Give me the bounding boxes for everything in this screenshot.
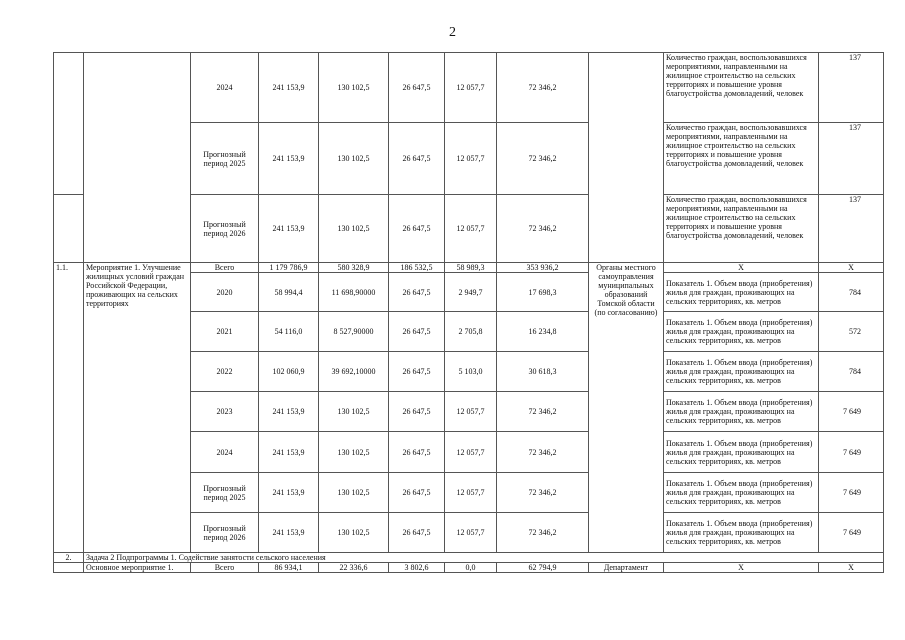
federal-cell: 130 102,5 [319, 123, 389, 195]
federal-cell: 130 102,5 [319, 473, 389, 513]
indicator-cell: Показатель 1. Объем ввода (приобретения) жилья для граждан, проживающих на сельских территориях, кв. метров [664, 273, 819, 312]
measure-name: Основное мероприятие 1. [84, 563, 191, 573]
local-cell: 12 057,7 [445, 53, 497, 123]
value-cell: 784 [819, 273, 884, 312]
indicator-cell: Х [664, 563, 819, 573]
total-cell: 241 153,9 [259, 432, 319, 473]
indicator-cell: Х [664, 263, 819, 273]
local-cell: 58 989,3 [445, 263, 497, 273]
value-cell: 137 [819, 195, 884, 263]
value-cell: 137 [819, 53, 884, 123]
total-cell: 241 153,9 [259, 195, 319, 263]
regional-cell: 26 647,5 [389, 432, 445, 473]
local-cell: 12 057,7 [445, 432, 497, 473]
regional-cell: 26 647,5 [389, 53, 445, 123]
measure-name: Мероприятие 1. Улучшение жилищных условий граждан Российской Федерации, проживающих на сельских территориях [84, 263, 191, 553]
regional-cell: 26 647,5 [389, 392, 445, 432]
federal-cell: 130 102,5 [319, 392, 389, 432]
indicator-cell: Количество граждан, воспользовавшихся мероприятиями, направленными на жилищное строительство на сельских территориях и повышение уровня благоустройства домовладений, человек [664, 195, 819, 263]
value-cell: Х [819, 263, 884, 273]
indicator-cell: Показатель 1. Объем ввода (приобретения) жилья для граждан, проживающих на сельских территориях, кв. метров [664, 392, 819, 432]
period-cell: Прогнозный период 2026 [191, 195, 259, 263]
federal-cell: 130 102,5 [319, 53, 389, 123]
regional-cell: 26 647,5 [389, 123, 445, 195]
other-cell: 30 618,3 [497, 352, 589, 392]
other-cell: 72 346,2 [497, 473, 589, 513]
indicator-cell: Количество граждан, воспользовавшихся мероприятиями, направленными на жилищное строительство на сельских территориях и повышение уровня благоустройства домовладений, человек [664, 123, 819, 195]
period-cell: Всего [191, 563, 259, 573]
federal-cell: 130 102,5 [319, 195, 389, 263]
regional-cell: 186 532,5 [389, 263, 445, 273]
total-cell: 241 153,9 [259, 513, 319, 553]
indicator-cell: Показатель 1. Объем ввода (приобретения) жилья для граждан, проживающих на сельских территориях, кв. метров [664, 312, 819, 352]
other-cell: 72 346,2 [497, 513, 589, 553]
task-title: Задача 2 Подпрограммы 1. Содействие занятости сельского населения [84, 553, 884, 563]
program-table [53, 52, 884, 573]
period-cell: 2022 [191, 352, 259, 392]
indicator-cell: Показатель 1. Объем ввода (приобретения) жилья для граждан, проживающих на сельских территориях, кв. метров [664, 432, 819, 473]
indicator-cell: Показатель 1. Объем ввода (приобретения) жилья для граждан, проживающих на сельских территориях, кв. метров [664, 513, 819, 553]
indicator-cell: Показатель 1. Объем ввода (приобретения) жилья для граждан, проживающих на сельских территориях, кв. метров [664, 352, 819, 392]
federal-cell: 580 328,9 [319, 263, 389, 273]
period-cell: Прогнозный период 2025 [191, 473, 259, 513]
period-cell: Прогнозный период 2025 [191, 123, 259, 195]
regional-cell: 26 647,5 [389, 273, 445, 312]
local-cell: 12 057,7 [445, 195, 497, 263]
table-row [54, 563, 884, 573]
local-cell: 2 949,7 [445, 273, 497, 312]
regional-cell: 26 647,5 [389, 195, 445, 263]
task-number: 2. [54, 553, 84, 563]
total-cell: 58 994,4 [259, 273, 319, 312]
other-cell: 17 698,3 [497, 273, 589, 312]
federal-cell: 8 527,90000 [319, 312, 389, 352]
period-cell: Всего [191, 263, 259, 273]
local-cell: 2 705,8 [445, 312, 497, 352]
regional-cell: 26 647,5 [389, 473, 445, 513]
table-row [54, 53, 884, 123]
executor-cell: Органы местного самоуправления муниципальных образований Томской области (по согласованию) [589, 263, 664, 553]
other-cell: 72 346,2 [497, 432, 589, 473]
total-cell: 102 060,9 [259, 352, 319, 392]
period-cell: 2020 [191, 273, 259, 312]
local-cell: 12 057,7 [445, 392, 497, 432]
local-cell: 5 103,0 [445, 352, 497, 392]
period-cell: Прогнозный период 2026 [191, 513, 259, 553]
table-row [54, 263, 884, 273]
period-cell: 2024 [191, 53, 259, 123]
other-cell: 72 346,2 [497, 392, 589, 432]
value-cell: 572 [819, 312, 884, 352]
total-cell: 1 179 786,9 [259, 263, 319, 273]
period-cell: 2023 [191, 392, 259, 432]
regional-cell: 26 647,5 [389, 312, 445, 352]
federal-cell: 11 698,90000 [319, 273, 389, 312]
value-cell: 137 [819, 123, 884, 195]
local-cell: 12 057,7 [445, 473, 497, 513]
total-cell: 241 153,9 [259, 53, 319, 123]
value-cell: 7 649 [819, 432, 884, 473]
total-cell: 241 153,9 [259, 473, 319, 513]
value-cell: 7 649 [819, 473, 884, 513]
period-cell: 2024 [191, 432, 259, 473]
value-cell: 7 649 [819, 513, 884, 553]
value-cell: 784 [819, 352, 884, 392]
other-cell: 62 794,9 [497, 563, 589, 573]
value-cell: 7 649 [819, 392, 884, 432]
federal-cell: 130 102,5 [319, 513, 389, 553]
total-cell: 54 116,0 [259, 312, 319, 352]
period-cell: 2021 [191, 312, 259, 352]
federal-cell: 39 692,10000 [319, 352, 389, 392]
value-cell: Х [819, 563, 884, 573]
regional-cell: 26 647,5 [389, 513, 445, 553]
indicator-cell: Показатель 1. Объем ввода (приобретения) жилья для граждан, проживающих на сельских территориях, кв. метров [664, 473, 819, 513]
other-cell: 72 346,2 [497, 195, 589, 263]
local-cell: 0,0 [445, 563, 497, 573]
regional-cell: 26 647,5 [389, 352, 445, 392]
total-cell: 241 153,9 [259, 123, 319, 195]
federal-cell: 22 336,6 [319, 563, 389, 573]
indicator-cell: Количество граждан, воспользовавшихся мероприятиями, направленными на жилищное строительство на сельских территориях и повышение уровня благоустройства домовладений, человек [664, 53, 819, 123]
federal-cell: 130 102,5 [319, 432, 389, 473]
total-cell: 86 934,1 [259, 563, 319, 573]
local-cell: 12 057,7 [445, 513, 497, 553]
other-cell: 72 346,2 [497, 53, 589, 123]
regional-cell: 3 802,6 [389, 563, 445, 573]
table-row [54, 553, 884, 563]
other-cell: 16 234,8 [497, 312, 589, 352]
local-cell: 12 057,7 [445, 123, 497, 195]
page-number: 2 [449, 25, 456, 40]
measure-number: 1.1. [54, 263, 84, 553]
other-cell: 353 936,2 [497, 263, 589, 273]
total-cell: 241 153,9 [259, 392, 319, 432]
other-cell: 72 346,2 [497, 123, 589, 195]
executor-cell: Департамент [589, 563, 664, 573]
